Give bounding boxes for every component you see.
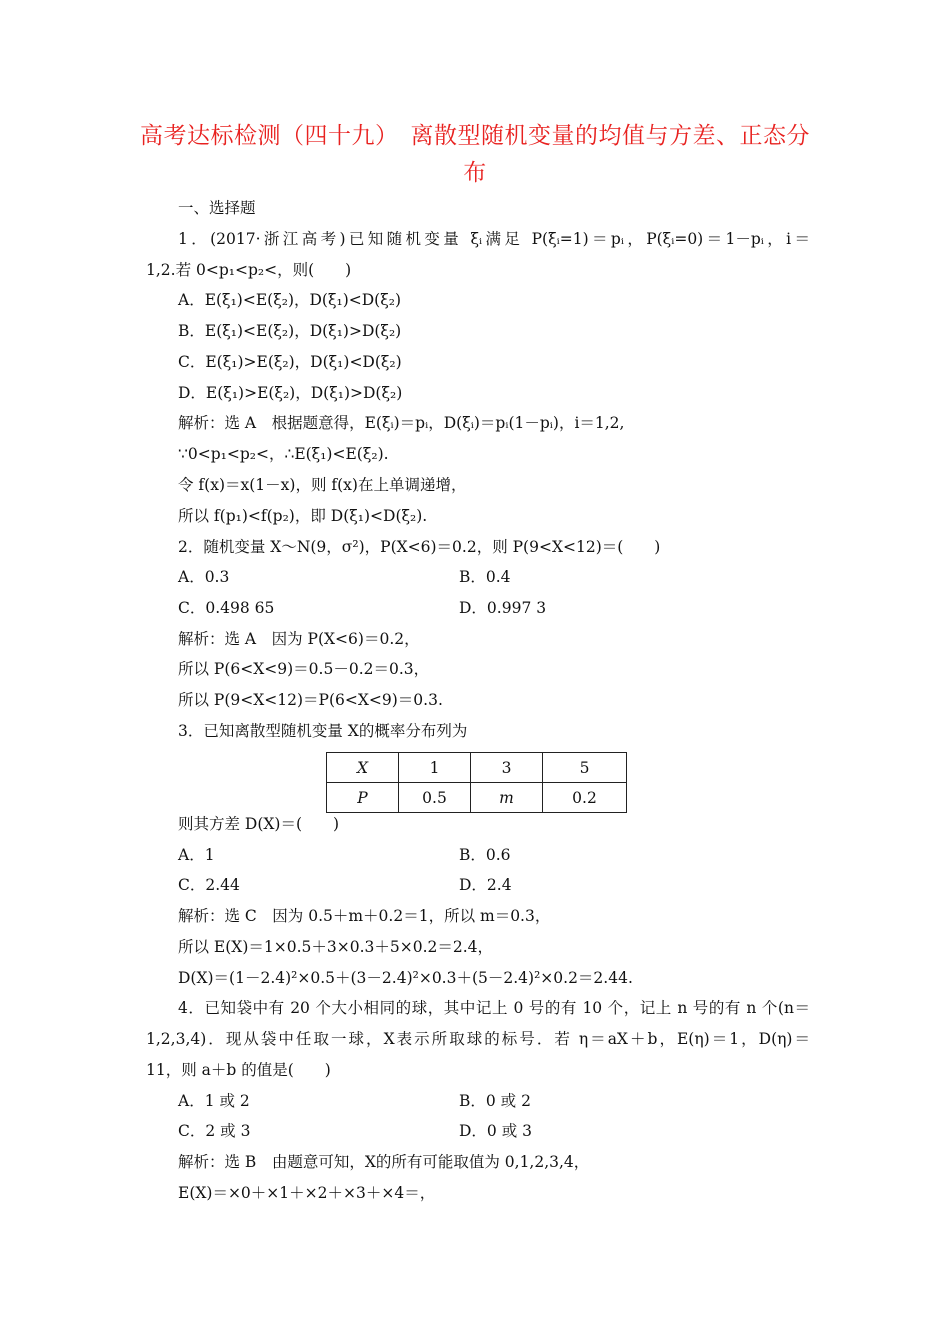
table-cell: 1 bbox=[399, 753, 471, 783]
distribution-table bbox=[326, 752, 627, 813]
q1-option-b: B．E(ξ₁)<E(ξ₂)，D(ξ₁)>D(ξ₂) bbox=[178, 322, 402, 340]
q4-stem-line3: 11，则 a＋b 的值是( ) bbox=[146, 1061, 331, 1079]
table-cell: 3 bbox=[471, 753, 543, 783]
q1-option-c: C．E(ξ₁)>E(ξ₂)，D(ξ₁)<D(ξ₂) bbox=[178, 353, 402, 371]
q3-option-c: C．2.44 bbox=[178, 876, 240, 894]
q1-solution-3: 令 f(x)＝x(1－x)，则 f(x)在上单调递增， bbox=[178, 476, 467, 494]
q2-stem: 2．随机变量 X～N(9，σ²)，P(X<6)＝0.2，则 P(9<X<12)＝( ) bbox=[178, 538, 661, 556]
q2-option-c: C．0.498 65 bbox=[178, 599, 275, 617]
q3-solution-1: 解析：选 C 因为 0.5＋m＋0.2＝1，所以 m＝0.3， bbox=[178, 907, 551, 925]
q1-option-d: D．E(ξ₁)>E(ξ₂)，D(ξ₁)>D(ξ₂) bbox=[178, 384, 403, 402]
table-cell: 0.2 bbox=[543, 783, 627, 813]
q3-option-d: D．2.4 bbox=[459, 876, 512, 894]
q3-option-a: A．1 bbox=[178, 846, 215, 864]
table-row bbox=[327, 783, 627, 813]
table-cell: m bbox=[471, 783, 543, 813]
q1-option-a: A．E(ξ₁)<E(ξ₂)，D(ξ₁)<D(ξ₂) bbox=[178, 291, 402, 309]
q4-option-d: D．0 或 3 bbox=[459, 1122, 533, 1140]
q1-solution-1: 解析：选 A 根据题意得，E(ξᵢ)＝pᵢ，D(ξᵢ)＝pᵢ(1－pᵢ)，i＝1,2, bbox=[178, 414, 625, 432]
q1-solution-2: ∵0<p₁<p₂<，∴E(ξ₁)<E(ξ₂). bbox=[178, 445, 389, 463]
table-cell: 5 bbox=[543, 753, 627, 783]
q2-solution-2: 所以 P(6<X<9)＝0.5－0.2＝0.3， bbox=[178, 660, 430, 678]
q1-stem-line1: 1．(2017·浙江高考)已知随机变量 ξᵢ满足 P(ξᵢ=1)＝pᵢ，P(ξᵢ=0)＝1－pᵢ，i＝ bbox=[178, 230, 810, 248]
q1-solution-4: 所以 f(p₁)<f(p₂)，即 D(ξ₁)<D(ξ₂). bbox=[178, 507, 428, 525]
table-cell: 0.5 bbox=[399, 783, 471, 813]
q2-option-a: A．0.3 bbox=[178, 568, 230, 586]
q4-option-a: A．1 或 2 bbox=[178, 1092, 250, 1110]
table-row bbox=[327, 753, 627, 783]
q4-option-b: B．0 或 2 bbox=[459, 1092, 531, 1110]
page-title-line2: 布 bbox=[463, 160, 487, 186]
q3-stem-after: 则其方差 D(X)＝( ) bbox=[178, 815, 340, 833]
q4-stem-line2: 1,2,3,4)．现从袋中任取一球，X表示所取球的标号．若 η＝aX＋b，E(η)＝1，D(η)＝ bbox=[146, 1030, 810, 1048]
q2-option-b: B．0.4 bbox=[459, 568, 511, 586]
q3-option-b: B．0.6 bbox=[459, 846, 511, 864]
q3-stem: 3．已知离散型随机变量 X的概率分布列为 bbox=[178, 722, 468, 740]
q1-stem-line2: 1,2.若 0<p₁<p₂<，则( ) bbox=[146, 261, 352, 279]
q2-solution-3: 所以 P(9<X<12)＝P(6<X<9)＝0.3. bbox=[178, 691, 443, 709]
q4-stem-line1: 4．已知袋中有 20 个大小相同的球，其中记上 0 号的有 10 个，记上 n 号的有 n 个(n＝ bbox=[178, 999, 810, 1017]
table-cell: P bbox=[327, 783, 399, 813]
q3-solution-2: 所以 E(X)＝1×0.5＋3×0.3＋5×0.2＝2.4， bbox=[178, 938, 494, 956]
q2-solution-1: 解析：选 A 因为 P(X<6)＝0.2， bbox=[178, 630, 420, 648]
table-cell: X bbox=[327, 753, 399, 783]
q4-solution-1: 解析：选 B 由题意可知，X的所有可能取值为 0,1,2,3,4， bbox=[178, 1153, 590, 1171]
q2-option-d: D．0.997 3 bbox=[459, 599, 547, 617]
page-title-line1: 高考达标检测（四十九） 离散型随机变量的均值与方差、正态分 bbox=[140, 123, 810, 149]
section-heading: 一、选择题 bbox=[178, 199, 256, 217]
q4-solution-2: E(X)＝×0＋×1＋×2＋×3＋×4＝， bbox=[178, 1184, 436, 1202]
q4-option-c: C．2 或 3 bbox=[178, 1122, 251, 1140]
q3-solution-3: D(X)＝(1－2.4)²×0.5＋(3－2.4)²×0.3＋(5－2.4)²×0.2＝2.44. bbox=[178, 969, 633, 987]
